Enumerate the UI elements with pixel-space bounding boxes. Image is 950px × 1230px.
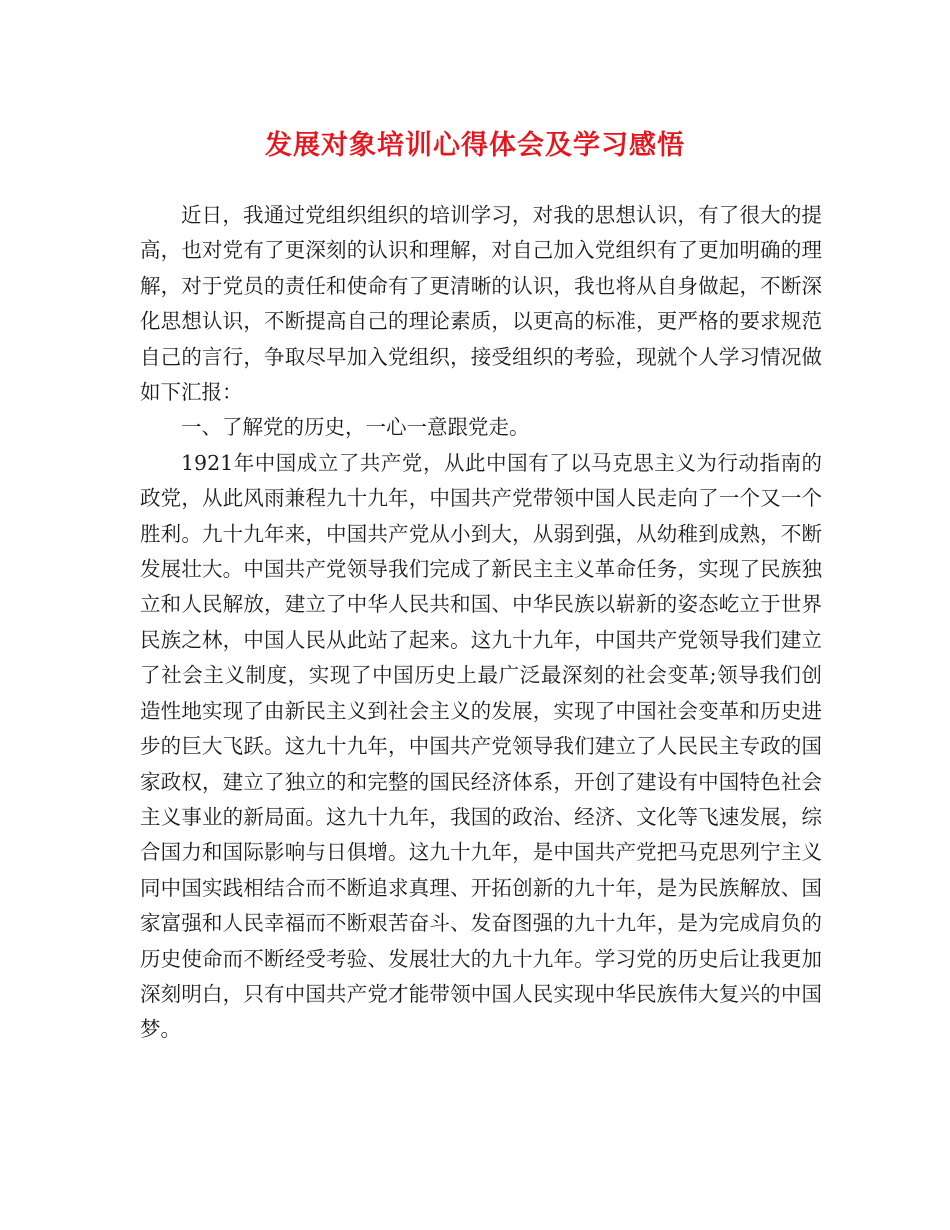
document-body	[140, 198, 822, 1048]
document-title: 发展对象培训心得体会及学习感悟	[265, 130, 685, 161]
history-paragraph: 1921年中国成立了共产党，从此中国有了以马克思主义为行动指南的政党，从此风雨兼程九十九年，中国共产党带领中国人民走向了一个又一个胜利。九十九年来，中国共产党从小到大，从弱到强，从幼稚到成熟，不断发展壮大。中国共产党领导我们完成了新民主主义革命任务，实现了民族独立和人民解放，建立了中华人民共和国、中华民族以崭新的姿态屹立于世界民族之林，中国人民从此站了起来。这九十九年，中国共产党领导我们建立了社会主义制度，实现了中国历史上最广泛最深刻的社会变革;领导我们创造性地实现了由新民主义到社会主义的发展，实现了中国社会变革和历史进步的巨大飞跃。这九十九年，中国共产党领导我们建立了人民民主专政的国家政权，建立了独立的和完整的国民经济体系，开创了建设有中国特色社会主义事业的新局面。这九十九年，我国的政治、经济、文化等飞速发展，综合国力和国际影响与日俱增。这九十九年，是中国共产党把马克思列宁主义同中国实践相结合而不断追求真理、开拓创新的九十年，是为民族解放、国家富强和人民幸福而不断艰苦奋斗、发奋图强的九十九年，是为完成肩负的历史使命而不断经受考验、发展壮大的九十九年。学习党的历史后让我更加深刻明白，只有中国共产党才能带领中国人民实现中华民族伟大复兴的中国梦。	[140, 450, 822, 1042]
section-heading: 一、了解党的历史，一心一意跟党走。	[181, 415, 530, 440]
intro-paragraph: 近日，我通过党组织组织的培训学习，对我的思想认识，有了很大的提高，也对党有了更深刻的认识和理解，对自己加入党组织有了更加明确的理解，对于党员的责任和使命有了更清晰的认识，我也将从自身做起，不断深化思想认识，不断提高自己的理论素质，以更高的标准，更严格的要求规范自己的言行，争取尽早加入党组织，接受组织的考验，现就个人学习情况做如下汇报：	[140, 203, 822, 405]
